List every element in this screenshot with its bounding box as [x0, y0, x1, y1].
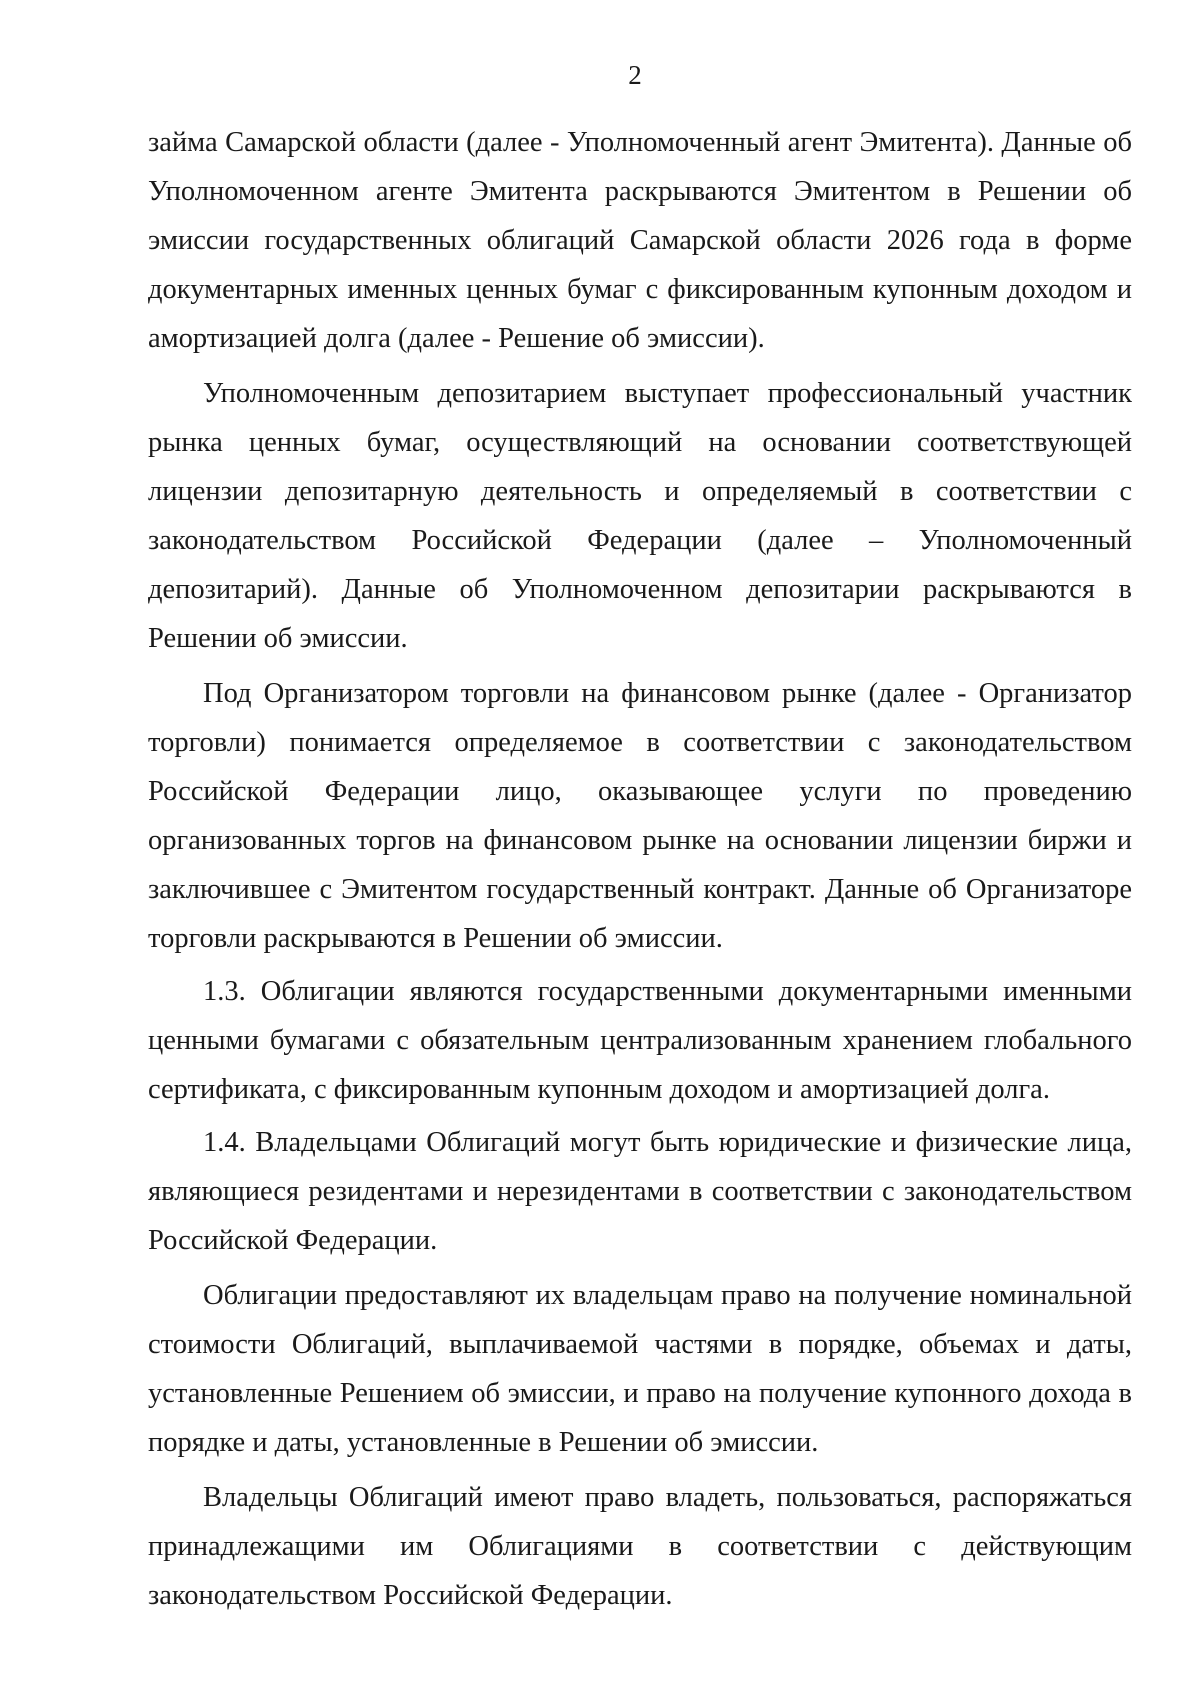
paragraph-authorized-agent: займа Самарской области (далее - Уполномоченный агент Эмитента). Данные об Уполномоченном агенте Эмитента раскрываются Эмитентом в Решении об эмиссии государственных облигаций Самарской области 2026 года в форме документарных именных ценных бумаг с фиксированным купонным доходом и амортизацией долга (далее - Решение об эмиссии). [148, 127, 1132, 354]
paragraph-trade-organizer: Под Организатором торговли на финансовом рынке (далее - Организатор торговли) понимается определяемое в соответствии с законодательством Российской Федерации лицо, оказывающее услуги по проведению организованных торгов на финансовом рынке на основании лицензии биржи и заключившее с Эмитентом государственный контракт. Данные об Организаторе торговли раскрываются в Решении об эмиссии. [148, 678, 1132, 954]
paragraph-section-1-4: 1.4. Владельцами Облигаций могут быть юридические и физические лица, являющиеся резидентами и нерезидентами в соответствии с законодательством Российской Федерации. [148, 1127, 1132, 1256]
paragraph-section-1-3: 1.3. Облигации являются государственными документарными именными ценными бумагами с обязательным централизованным хранением глобального сертификата, с фиксированным купонным доходом и амортизацией долга. [148, 976, 1132, 1105]
page-number: 2 [628, 60, 642, 90]
paragraph-authorized-depositary: Уполномоченным депозитарием выступает профессиональный участник рынка ценных бумаг, осуществляющий на основании соответствующей лицензии депозитарную деятельность и определяемый в соответствии с законодательством Российской Федерации (далее – Уполномоченный депозитарий). Данные об Уполномоченном депозитарии раскрываются в Решении об эмиссии. [148, 378, 1132, 654]
paragraph-owner-disposal: Владельцы Облигаций имеют право владеть, пользоваться, распоряжаться принадлежащими им Облигациями в соответствии с действующим законодательством Российской Федерации. [148, 1482, 1132, 1611]
document-body [148, 118, 1132, 1620]
paragraph-owner-rights: Облигации предоставляют их владельцам право на получение номинальной стоимости Облигаций, выплачиваемой частями в порядке, объемах и даты, установленные Решением об эмиссии, и право на получение купонного дохода в порядке и даты, установленные в Решении об эмиссии. [148, 1280, 1132, 1458]
